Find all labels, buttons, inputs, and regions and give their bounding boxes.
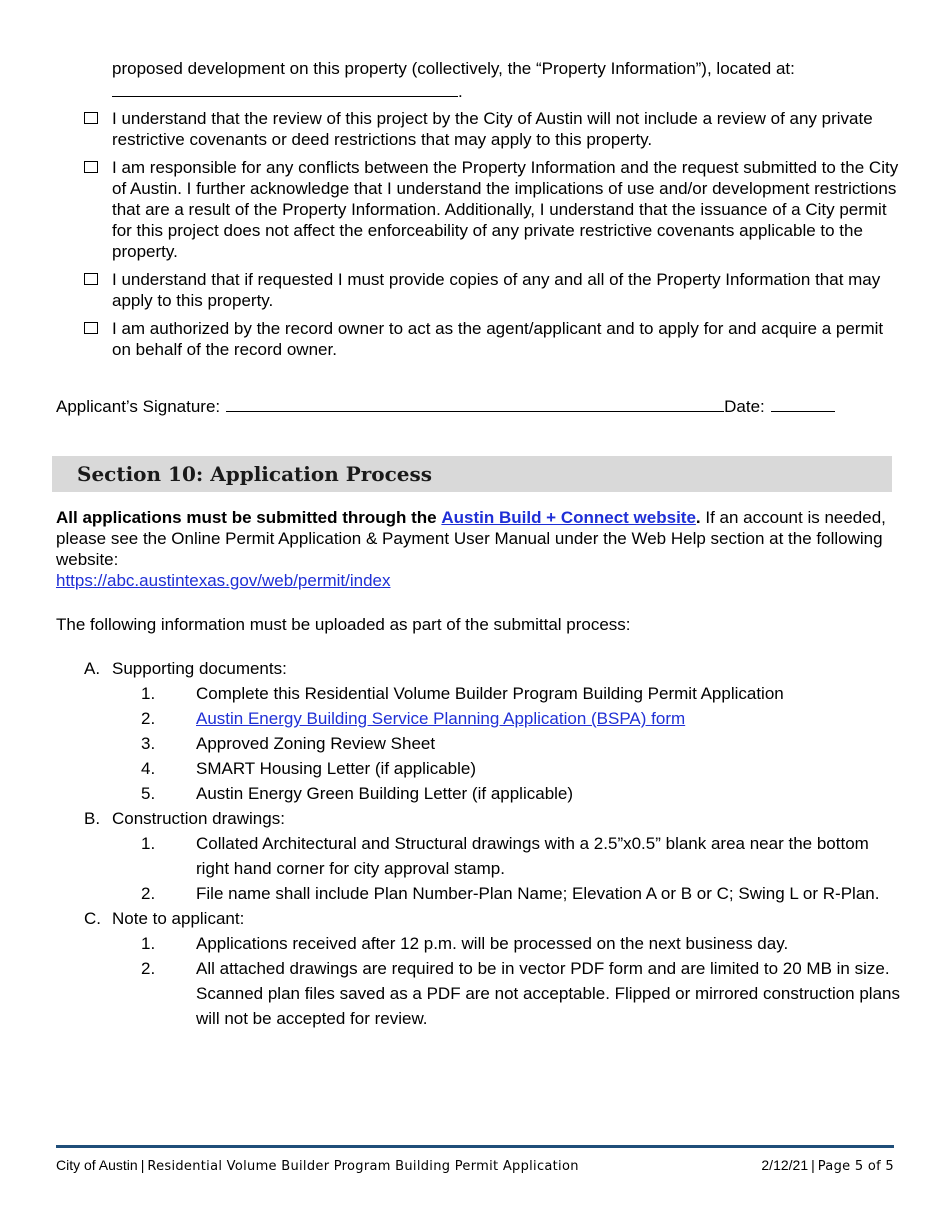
upload-note: The following information must be uploaded as part of the submittal process: [56,615,631,634]
checkbox[interactable] [84,273,98,285]
checklist-item [84,157,904,262]
item-text: Approved Zoning Review Sheet [196,734,436,753]
footer-divider: | [811,1157,815,1173]
checklist-item [84,318,904,360]
austin-build-connect-link[interactable]: Austin Build + Connect website [441,508,696,527]
list-item [141,931,904,956]
item-text: SMART Housing Letter (if applicable) [196,759,477,778]
list-item [141,731,904,756]
item-number: 5. [141,784,156,803]
item-text: Austin Energy Green Building Letter (if applicable) [196,784,574,803]
outline-section-b [84,806,904,906]
checklist-item-text: I understand that the review of this project by the City of Austin will not include a review of any private restrictive covenants or deed restrictions that may apply to this property. [112,109,873,149]
address-blank-suffix: . [458,82,463,101]
item-text: All attached drawings are required to be in vector PDF form and are limited to 20 MB in size. Scanned plan files saved as a PDF are not acceptable. Flipped or mirrored construction plans will not be accepted for review. [196,959,900,1028]
intro-bold-text: All applications must be submitted through the [56,508,437,527]
intro-paragraph [56,507,896,591]
bspa-form-link[interactable]: Austin Energy Building Service Planning Application (BSPA) form [196,709,686,728]
list-item [141,706,904,731]
outline-marker: B. [84,809,101,828]
footer-page-number: Page 5 of 5 [817,1159,894,1174]
address-blank-field[interactable] [112,80,458,97]
item-number: 1. [141,934,156,953]
list-item [141,881,904,906]
checkbox[interactable] [84,112,98,124]
item-number: 2. [141,884,156,903]
submittal-outline [84,656,904,1031]
checklist-item-text: I understand that if requested I must provide copies of any and all of the Property Information that may apply to this property. [112,270,881,310]
date-field[interactable] [771,396,835,412]
section-title: Section 10: Application Process [77,462,433,486]
intro-bold-period: . [695,508,701,527]
item-number: 2. [141,709,156,728]
item-number: 3. [141,734,156,753]
footer-divider: | [140,1157,145,1173]
checklist-item-text: I am authorized by the record owner to act as the agent/applicant and to apply for and acquire a permit on behalf of the record owner. [112,319,884,359]
address-blank-row [112,80,902,102]
list-item [141,781,904,806]
list-item [141,756,904,781]
outline-label: Construction drawings: [112,809,285,828]
intro-body-text: If an account is needed, please see the Online Permit Application & Payment User Manual under the Web Help section at the following website: [56,508,886,569]
item-number: 2. [141,959,156,978]
list-item [141,831,904,881]
footer-rule [56,1145,894,1148]
item-text: File name shall include Plan Number-Plan Name; Elevation A or B or C; Swing L or R-Plan. [196,884,880,903]
checklist-item [84,108,904,150]
checklist-item [84,269,904,311]
footer-org: City of Austin [56,1157,138,1173]
signature-label: Applicant’s Signature: [56,397,221,416]
outline-label: Note to applicant: [112,909,245,928]
item-number: 1. [141,684,156,703]
checklist-item-text: I am responsible for any conflicts between the Property Information and the request submitted to the City of Austin. I further acknowledge that I understand the implications of use and/or development restrictions that are a result of the Property Information. Additionally, I understand that the issuance of a City permit for this project does not affect the enforceability of any private restrictive covenants applicable to the property. [112,158,899,261]
footer-left [56,1156,579,1176]
permit-url-link[interactable]: https://abc.austintexas.gov/web/permit/index [56,571,391,590]
item-text: Applications received after 12 p.m. will be processed on the next business day. [196,934,789,953]
checkbox[interactable] [84,161,98,173]
list-item [141,956,904,1031]
section-header [52,456,892,492]
outline-section-c [84,906,904,1031]
signature-field[interactable] [226,396,724,412]
item-number: 4. [141,759,156,778]
acknowledgement-checklist [84,108,904,367]
item-text: Complete this Residential Volume Builder Program Building Permit Application [196,684,784,703]
footer-doc-name: Residential Volume Builder Program Building Permit Application [147,1159,579,1174]
checkbox[interactable] [84,322,98,334]
signature-row [56,396,896,417]
item-text: Collated Architectural and Structural drawings with a 2.5”x0.5” blank area near the bottom right hand corner for city approval stamp. [196,834,869,878]
date-label: Date: [724,397,765,416]
item-number: 1. [141,834,156,853]
outline-section-a [84,656,904,806]
list-item [141,681,904,706]
outline-marker: A. [84,659,101,678]
footer-right [761,1156,894,1176]
outline-label: Supporting documents: [112,659,287,678]
continued-paragraph: proposed development on this property (collectively, the “Property Information”), located at: [112,59,795,78]
footer-date: 2/12/21 [761,1157,809,1173]
outline-marker: C. [84,909,101,928]
